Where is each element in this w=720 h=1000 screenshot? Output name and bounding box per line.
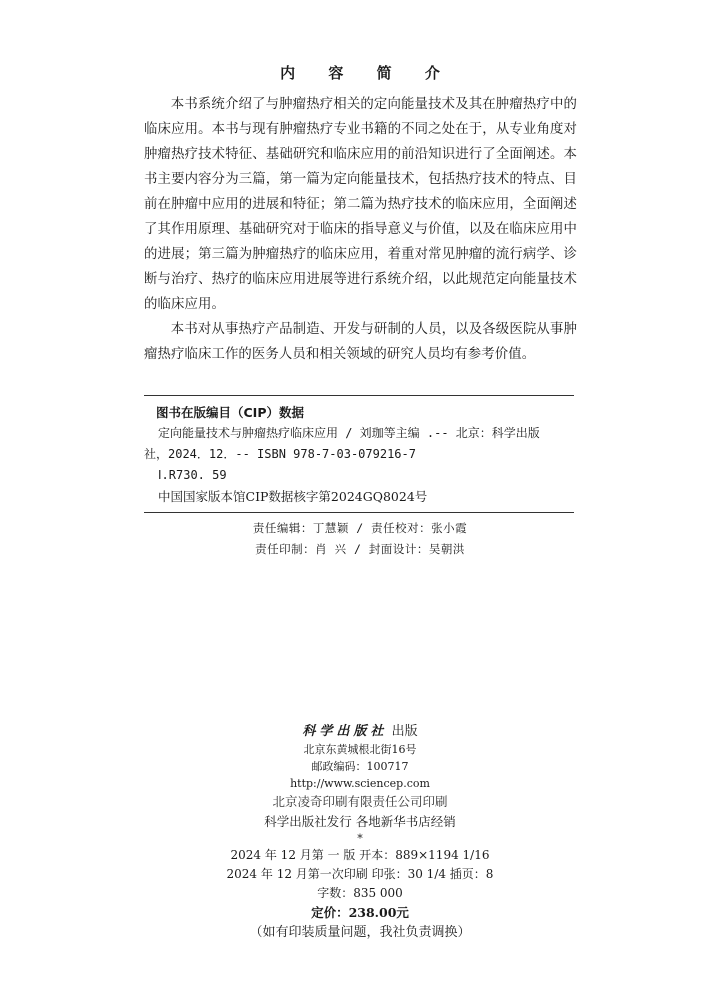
cip-line: 定向能量技术与肿瘤热疗临床应用 / 刘珈等主编 .-- 北京：科学出版 — [158, 426, 540, 440]
publisher-address: 北京东黄城根北街16号 — [303, 743, 417, 756]
publisher-postcode: 邮政编码：100717 — [311, 760, 409, 773]
publisher-name — [0, 723, 720, 741]
distribution: 科学出版社发行 各地新华书店经销 — [264, 814, 456, 829]
word-count: 字数：835 000 — [317, 886, 403, 900]
cip-line: Ⅰ.R730. 59 — [158, 468, 227, 482]
cip-line: 社，2024．12．-- ISBN 978-7-03-079216-7 — [144, 447, 416, 461]
publisher-url: http://www.sciencep.com — [290, 777, 430, 790]
intro-paragraph: 本书对从事热疗产品制造、开发与研制的人员，以及各级医院从事肿瘤热疗临床工作的医务人员和相关领域的研究人员均有参考价值。 — [144, 322, 577, 362]
quality-notice: （如有印装质量问题，我社负责调换） — [249, 925, 471, 940]
editor-line: 责任印制：肖 兴 / 封面设计：吴朝洪 — [255, 542, 465, 556]
price: 定价：238.00元 — [311, 905, 409, 920]
cip-heading: 图书在版编目（CIP）数据 — [156, 405, 304, 420]
page-title: 内 容 简 介 — [280, 64, 454, 82]
cip-block — [144, 395, 574, 513]
editor-credits — [0, 518, 720, 560]
publication-info — [0, 723, 720, 943]
editor-line: 责任编辑：丁慧颖 / 责任校对：张小霞 — [252, 521, 468, 535]
intro-section — [144, 92, 577, 367]
publisher-suffix: 出版 — [387, 724, 418, 739]
separator-star: * — [357, 832, 363, 845]
printer: 北京凌奇印刷有限责任公司印刷 — [272, 794, 448, 809]
edition-info: 2024 年 12 月第 一 版 开本：889×1194 1/16 — [230, 848, 490, 862]
printing-info: 2024 年 12 月第一次印刷 印张：30 1/4 插页：8 — [226, 867, 494, 881]
intro-paragraph: 本书系统介绍了与肿瘤热疗相关的定向能量技术及其在肿瘤热疗中的临床应用。本书与现有肿瘤热疗专业书籍的不同之处在于，从专业角度对肿瘤热疗技术特征、基础研究和临床应用的前沿知识进行了全面阐述。本书主要内容分为三篇，第一篇为定向能量技术，包括热疗技术的特点、目前在肿瘤中应用的进展和特征；第二篇为热疗技术的临床应用，全面阐述了其作用原理、基础研究对于临床的指导意义与价值，以及在临床应用中的进展；第三篇为肿瘤热疗的临床应用，着重对常见肿瘤的流行病学、诊断与治疗、热疗的临床应用进展等进行系统介绍，以此规范定向能量技术的临床应用。 — [144, 97, 577, 312]
publisher-logo: 科学出版社 — [302, 724, 388, 739]
cip-number: 中国国家版本馆CIP数据核字第2024GQ8024号 — [158, 489, 428, 504]
